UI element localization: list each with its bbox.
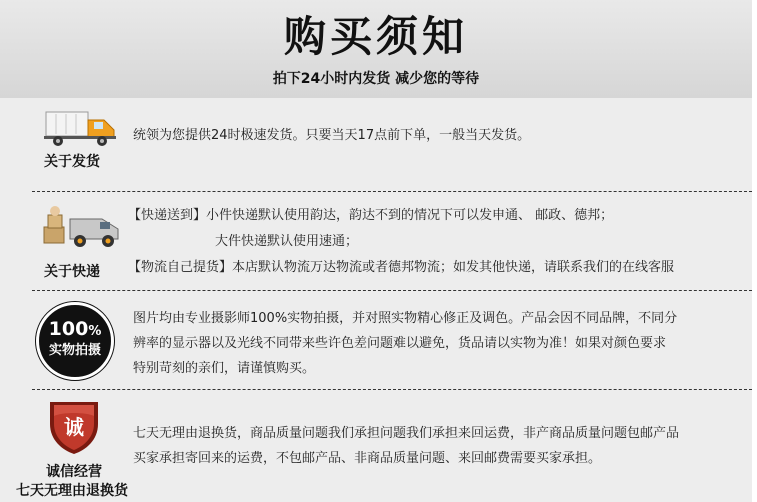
courier-text-line-2: 大件快递默认使用速通； — [215, 234, 359, 249]
courier-text-line-1: 【快递送到】小件快递默认使用韵达，韵达不到的情况下可以发申通、 邮政、德邦； — [128, 208, 614, 223]
photo-text-line-3: 特别苛刻的亲们，请谨慎购买。 — [133, 361, 316, 376]
photo-text-line-2: 辨率的显示器以及光线不同带来些许色差问题难以避免，货品请以实物为准！如果对颜色要求 — [133, 336, 667, 351]
section-divider — [32, 389, 752, 390]
right-edge-strip — [752, 0, 757, 502]
badge-percent: % — [88, 324, 102, 339]
delivery-truck-icon — [44, 108, 118, 152]
page-subtitle: 拍下24小时内发货 减少您的等待 — [272, 71, 480, 87]
real-photo-badge-icon — [36, 302, 114, 380]
shipping-text-line-1: 统领为您提供24时极速发货。只要当天17点前下单，一般当天发货。 — [133, 128, 531, 143]
section-caption-return: 七天无理由退换货 — [16, 483, 128, 499]
page-title: 购买须知 — [283, 12, 468, 61]
integrity-shield-icon — [46, 398, 102, 460]
badge-number: 100 — [48, 318, 89, 340]
integrity-text-line-1: 七天无理由退换货，商品质量问题我们承担问题我们承担来回运费，非产商品质量问题包邮产品 — [133, 426, 680, 441]
shield-char: 诚 — [64, 415, 84, 439]
badge-text: 实物拍摄 — [48, 343, 101, 358]
section-caption-shipping: 关于发货 — [44, 154, 100, 170]
section-divider — [32, 290, 752, 291]
courier-van-icon — [40, 205, 124, 253]
section-divider — [32, 191, 752, 192]
section-caption-courier: 关于快递 — [44, 264, 100, 280]
photo-text-line-1: 图片均由专业摄影师100%实物拍摄，并对照实物精心修正及调色。产品会因不同品牌，不同分 — [133, 311, 678, 326]
header-banner — [0, 0, 752, 98]
integrity-text-line-2: 买家承担寄回来的运费，不包邮产品、非商品质量问题、来回邮费需要买家承担。 — [133, 451, 602, 466]
courier-text-line-3: 【物流自己提货】本店默认物流万达物流或者德邦物流；如发其他快递，请联系我们的在线客服 — [128, 260, 675, 275]
section-caption-integrity: 诚信经营 — [46, 464, 102, 480]
